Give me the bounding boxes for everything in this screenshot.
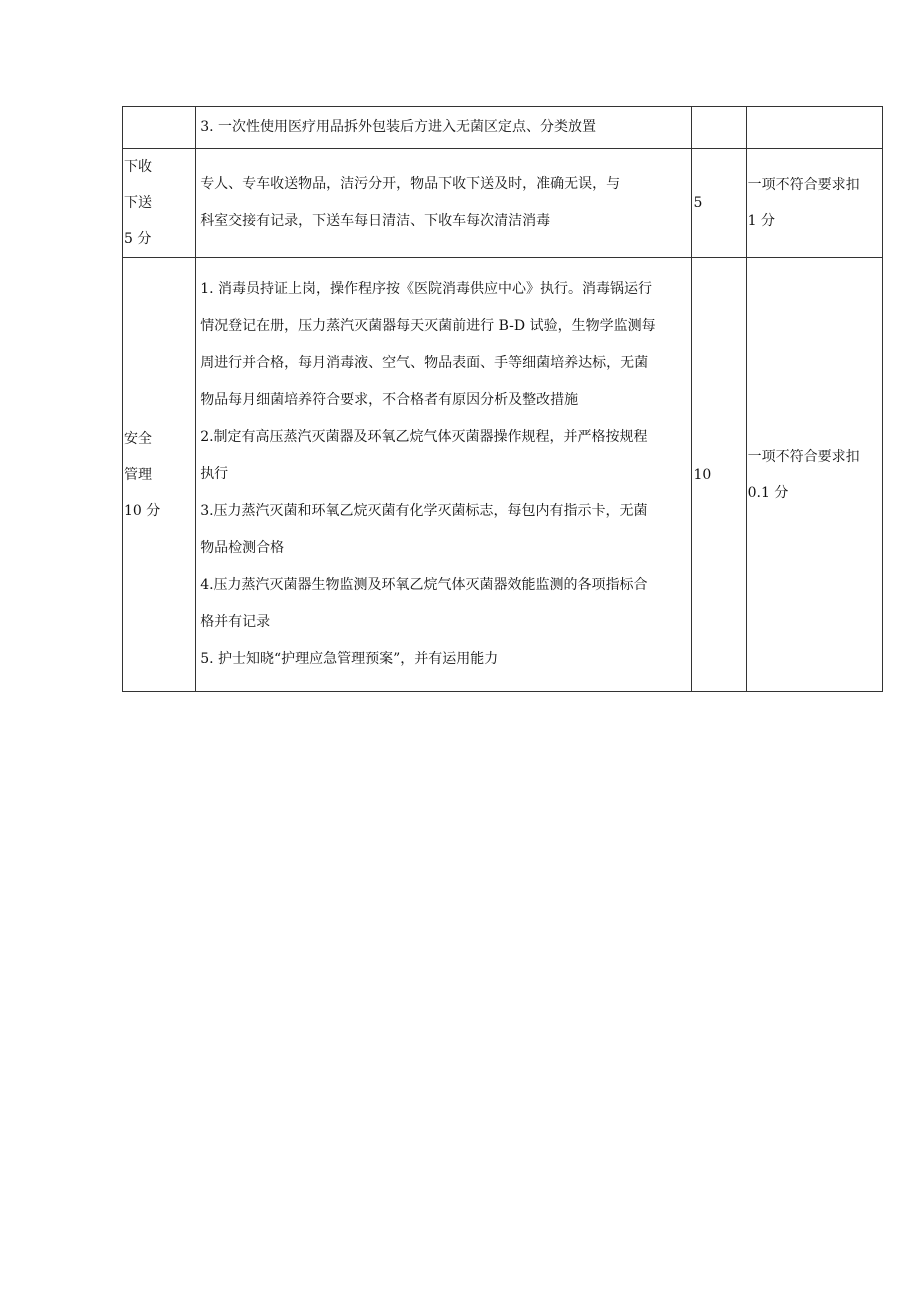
category-line: 下收 <box>124 159 152 175</box>
content-line: 格并有记录 <box>200 614 271 630</box>
deduction-line: 一项不符合要求扣 <box>747 177 860 193</box>
deduction-line: 0.1 分 <box>747 484 789 501</box>
content-line: 4.压力蒸汽灭菌器生物监测及环氧乙烷气体灭菌器效能监测的各项指标合 <box>200 577 648 593</box>
content-cell <box>196 258 692 692</box>
content-line: 情况登记在册，压力蒸汽灭菌器每天灭菌前进行 B-D 试验，生物学监测每 <box>200 318 656 334</box>
content-line: 3.压力蒸汽灭菌和环氧乙烷灭菌有化学灭菌标志，每包内有指示卡，无菌 <box>200 503 648 519</box>
content-line: 1. 消毒员持证上岗，操作程序按《医院消毒供应中心》执行。消毒锅运行 <box>200 281 652 297</box>
content-line: 5. 护士知晓“护理应急管理预案”，并有运用能力 <box>200 651 499 667</box>
content-line: 3. 一次性使用医疗用品拆外包装后方进入无菌区定点、分类放置 <box>200 119 596 135</box>
category-cell <box>123 149 196 258</box>
table-row <box>123 107 883 149</box>
category-line: 5 分 <box>124 231 152 247</box>
content-cell <box>196 107 692 149</box>
table-row <box>123 258 883 692</box>
content-line: 周进行并合格，每月消毒液、空气、物品表面、手等细菌培养达标，无菌 <box>200 355 649 371</box>
category-line: 管理 <box>124 466 152 483</box>
content-line: 科室交接有记录，下送车每日清洁、下收车每次清洁消毒 <box>200 213 551 229</box>
deduction-cell <box>746 258 882 692</box>
content-line: 2.制定有高压蒸汽灭菌器及环氧乙烷气体灭菌器操作规程，并严格按规程 <box>200 429 648 445</box>
category-line: 10 分 <box>124 502 161 519</box>
category-line: 下送 <box>124 195 152 211</box>
content-line: 物品每月细菌培养符合要求，不合格者有原因分析及整改措施 <box>200 392 579 408</box>
deduction-line: 一项不符合要求扣 <box>747 448 860 465</box>
category-cell <box>123 258 196 692</box>
deduction-cell <box>746 107 882 149</box>
score-cell: 5 <box>692 149 746 258</box>
score-cell <box>692 107 746 149</box>
content-line: 执行 <box>200 466 229 482</box>
content-line: 专人、专车收送物品，洁污分开，物品下收下送及时，准确无误，与 <box>200 176 621 192</box>
category-cell <box>123 107 196 149</box>
scoring-table <box>122 106 883 692</box>
content-line: 物品检测合格 <box>200 540 285 556</box>
content-cell <box>196 149 692 258</box>
score-cell: 10 <box>692 258 746 692</box>
table-row <box>123 149 883 258</box>
deduction-cell <box>746 149 882 258</box>
deduction-line: 1 分 <box>747 213 775 229</box>
category-line: 安全 <box>124 430 152 447</box>
